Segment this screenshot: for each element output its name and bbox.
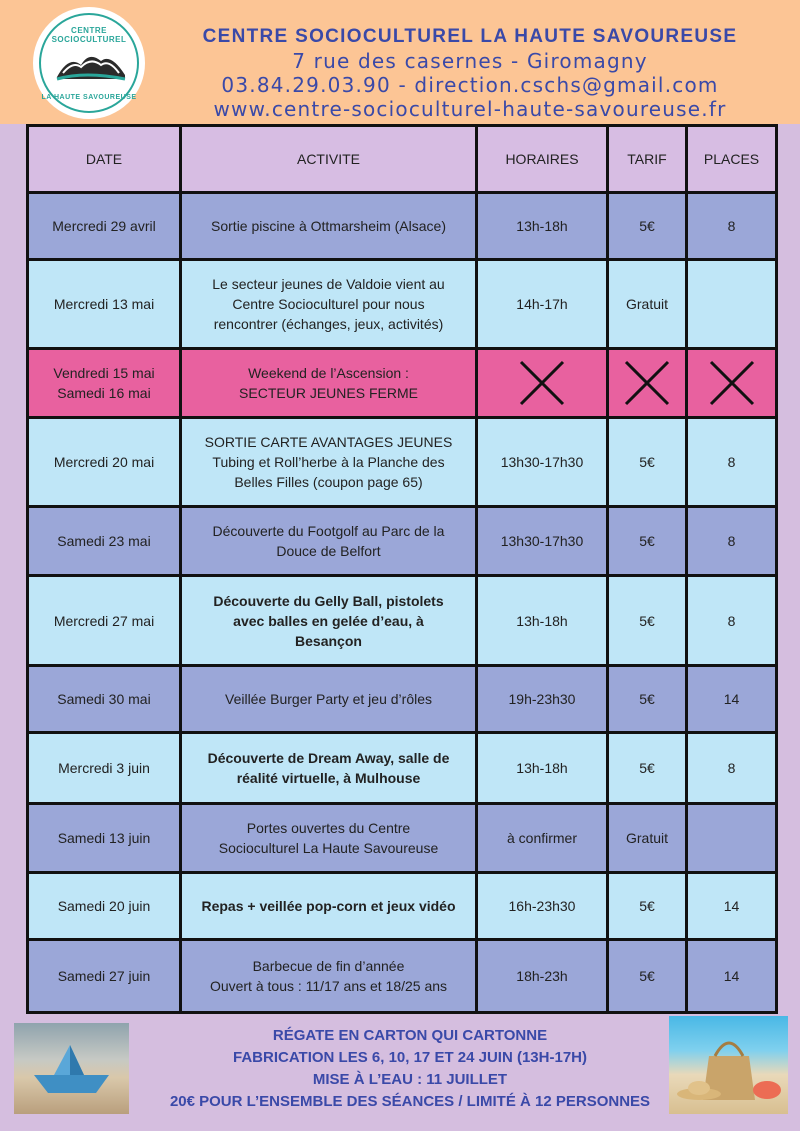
table-row	[28, 193, 777, 260]
table-row	[28, 873, 777, 940]
tarif-cell: Gratuit	[608, 260, 687, 349]
regate-title: RÉGATE EN CARTON QUI CARTONNE	[272, 1027, 548, 1044]
horaires-cell: à confirmer	[477, 804, 608, 873]
date-cell: Samedi 20 juin	[28, 873, 181, 940]
cross-icon	[515, 356, 569, 410]
cross-icon	[620, 356, 674, 410]
places-cell: 8	[687, 507, 777, 576]
activity-line: Douce de Belfort	[276, 543, 381, 559]
horaires-cell: 13h30-17h30	[477, 418, 608, 507]
activity-line: rencontrer (échanges, jeux, activités)	[213, 316, 444, 332]
date-cell	[28, 349, 181, 418]
date-cell: Mercredi 13 mai	[28, 260, 181, 349]
tarif-cell: 5€	[608, 666, 687, 733]
mountains-icon	[55, 47, 127, 83]
paper-boat-icon	[14, 1023, 129, 1114]
activity-cell	[181, 804, 477, 873]
activity-cell	[181, 733, 477, 804]
table-row	[28, 418, 777, 507]
activity-cell	[181, 260, 477, 349]
beach-items-icon	[669, 1016, 788, 1114]
activity-cell	[181, 940, 477, 1013]
tarif-cell: 5€	[608, 576, 687, 666]
horaires-cell: 13h-18h	[477, 733, 608, 804]
horaires-cell: 14h-17h	[477, 260, 608, 349]
org-website[interactable]: www.centre-socioculturel-haute-savoureuse.fr	[213, 97, 727, 121]
date-cell: Samedi 27 juin	[28, 940, 181, 1013]
activity-line: Portes ouvertes du Centre	[246, 820, 411, 836]
table-row	[28, 733, 777, 804]
places-cell: 8	[687, 733, 777, 804]
places-cell	[687, 349, 777, 418]
header-places: PLACES	[687, 126, 777, 193]
logo-bottom-text: LA HAUTE SAVOUREUSE	[41, 94, 137, 101]
header-date: DATE	[28, 126, 181, 193]
activity-cell	[181, 418, 477, 507]
org-name: CENTRE SOCIOCULTUREL LA HAUTE SAVOUREUSE	[202, 26, 738, 47]
horaires-cell: 13h-18h	[477, 193, 608, 260]
activity-line: Socioculturel La Haute Savoureuse	[218, 840, 439, 856]
places-cell: 14	[687, 873, 777, 940]
date-line: Vendredi 15 mai	[53, 365, 155, 381]
tarif-cell	[608, 349, 687, 418]
date-cell: Mercredi 20 mai	[28, 418, 181, 507]
activity-line: Weekend de l’Ascension :	[248, 365, 409, 381]
tarif-cell: 5€	[608, 193, 687, 260]
tarif-cell: 5€	[608, 507, 687, 576]
tarif-cell: 5€	[608, 733, 687, 804]
activity-line: Belles Filles (coupon page 65)	[234, 474, 423, 490]
cross-icon	[705, 356, 759, 410]
activity-cell	[181, 507, 477, 576]
tarif-cell: 5€	[608, 940, 687, 1013]
activity-line: Besançon	[295, 632, 362, 649]
logo	[33, 7, 145, 119]
table-row	[28, 804, 777, 873]
places-cell: 14	[687, 940, 777, 1013]
activity-line: Découverte de Dream Away, salle de	[207, 750, 450, 766]
activity-line: Découverte du Gelly Ball, pistolets	[213, 592, 444, 609]
tarif-cell: 5€	[608, 873, 687, 940]
table-row	[28, 940, 777, 1013]
activity-cell	[181, 349, 477, 418]
activity-line: avec balles en gelée d’eau, à	[233, 612, 424, 629]
activity-cell: Veillée Burger Party et jeu d’rôles	[181, 666, 477, 733]
horaires-cell	[477, 349, 608, 418]
header-horaires: HORAIRES	[477, 126, 608, 193]
regate-launch: MISE À L’EAU : 11 JUILLET	[312, 1071, 508, 1088]
table-row	[28, 507, 777, 576]
activity-line: Le secteur jeunes de Valdoie vient au	[212, 276, 445, 292]
activity-cell: Repas + veillée pop-corn et jeux vidéo	[181, 873, 477, 940]
activity-line: réalité virtuelle, à Mulhouse	[236, 770, 421, 786]
org-address: 7 rue des casernes - Giromagny	[292, 49, 648, 73]
activity-line: Découverte du Footgolf au Parc de la	[212, 523, 445, 539]
activity-line: Ouvert à tous : 11/17 ans et 18/25 ans	[209, 978, 448, 994]
table-row	[28, 260, 777, 349]
tarif-cell: Gratuit	[608, 804, 687, 873]
beach-photo	[669, 1016, 788, 1114]
horaires-cell: 13h30-17h30	[477, 507, 608, 576]
activity-line: Tubing et Roll’herbe à la Planche des	[212, 454, 445, 470]
date-cell: Samedi 23 mai	[28, 507, 181, 576]
paper-boat-photo	[14, 1023, 129, 1114]
table-row	[28, 666, 777, 733]
logo-top-text: CENTRE SOCIOCULTUREL	[51, 26, 127, 44]
header-tarif: TARIF	[608, 126, 687, 193]
date-cell: Mercredi 29 avril	[28, 193, 181, 260]
horaires-cell: 13h-18h	[477, 576, 608, 666]
table-row	[28, 576, 777, 666]
places-cell	[687, 260, 777, 349]
activity-line: Centre Socioculturel pour nous	[232, 296, 425, 312]
logo-ring	[39, 13, 139, 113]
header-activite: ACTIVITE	[181, 126, 477, 193]
places-cell: 8	[687, 576, 777, 666]
regate-dates: FABRICATION LES 6, 10, 17 ET 24 JUIN (13H-17H)	[233, 1049, 587, 1066]
places-cell: 14	[687, 666, 777, 733]
date-line: Samedi 16 mai	[57, 385, 151, 401]
table-header-row	[28, 126, 777, 193]
horaires-cell: 18h-23h	[477, 940, 608, 1013]
org-contact[interactable]: 03.84.29.03.90 - direction.cschs@gmail.com	[221, 73, 719, 97]
places-cell	[687, 804, 777, 873]
activity-line: SORTIE CARTE AVANTAGES JEUNES	[204, 434, 453, 450]
tarif-cell: 5€	[608, 418, 687, 507]
activity-cell: Sortie piscine à Ottmarsheim (Alsace)	[181, 193, 477, 260]
date-cell: Samedi 13 juin	[28, 804, 181, 873]
regate-price: 20€ POUR L’ENSEMBLE DES SÉANCES / LIMITÉ À 12 PERSONNES	[169, 1093, 651, 1110]
date-cell: Samedi 30 mai	[28, 666, 181, 733]
activity-line: SECTEUR JEUNES FERME	[239, 385, 418, 401]
places-cell: 8	[687, 418, 777, 507]
horaires-cell: 19h-23h30	[477, 666, 608, 733]
activity-line: Barbecue de fin d’année	[252, 958, 405, 974]
date-cell: Mercredi 3 juin	[28, 733, 181, 804]
activity-cell	[181, 576, 477, 666]
header-banner	[0, 0, 800, 124]
schedule-table	[26, 124, 778, 1014]
table-row-closed	[28, 349, 777, 418]
date-cell: Mercredi 27 mai	[28, 576, 181, 666]
places-cell: 8	[687, 193, 777, 260]
horaires-cell: 16h-23h30	[477, 873, 608, 940]
